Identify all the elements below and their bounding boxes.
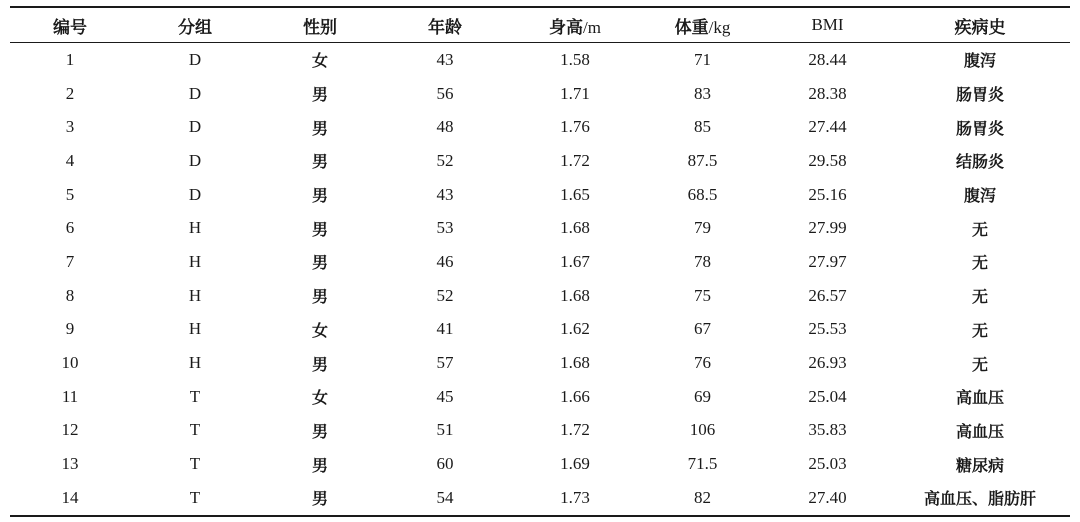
table-row <box>10 211 1070 245</box>
table-row <box>10 245 1070 279</box>
cell-bmi: 28.44 <box>808 49 847 69</box>
col-header-id: 编号 <box>10 7 130 43</box>
cell-id: 12 <box>61 420 79 440</box>
cell-age: 52 <box>436 285 454 305</box>
cell-height: 1.62 <box>560 319 590 339</box>
cell-weight: 68.5 <box>687 184 718 204</box>
cell-sex: 女 <box>311 51 328 71</box>
table-header <box>10 7 1070 43</box>
cell-bmi: 28.38 <box>808 83 847 103</box>
cell-bmi: 25.53 <box>808 319 847 339</box>
cell-sex: 女 <box>311 320 328 340</box>
cell-weight: 78 <box>694 251 711 271</box>
cell-weight: 106 <box>689 420 716 440</box>
patient-info-table <box>10 6 1070 517</box>
cell-sex: 男 <box>311 287 328 307</box>
cell-weight: 69 <box>694 386 711 406</box>
cell-height: 1.68 <box>560 218 590 238</box>
cell-id: 14 <box>10 481 130 516</box>
cell-history: 高血压 <box>955 421 1004 441</box>
cell-weight: 82 <box>640 481 765 516</box>
cell-group: D <box>188 83 202 103</box>
cell-height: 1.68 <box>560 285 590 305</box>
col-header-group: 分组 <box>130 7 260 43</box>
cell-sex: 男 <box>311 85 328 105</box>
cell-sex: 女 <box>311 388 328 408</box>
cell-height: 1.67 <box>560 251 590 271</box>
cell-bmi: 29.58 <box>808 150 847 170</box>
cell-group: T <box>189 454 201 474</box>
cell-weight: 87.5 <box>687 150 718 170</box>
cell-age: 46 <box>436 251 454 271</box>
cell-group: D <box>188 150 202 170</box>
cell-age: 57 <box>436 353 454 373</box>
col-header-history: 疾病史 <box>890 7 1070 43</box>
cell-sex: 男 <box>311 455 328 475</box>
cell-sex: 男 <box>311 421 328 441</box>
cell-sex: 男 <box>311 186 328 206</box>
cell-weight: 71.5 <box>687 454 718 474</box>
table-row <box>10 279 1070 313</box>
cell-history: 无 <box>971 354 988 374</box>
cell-group: T <box>189 386 201 406</box>
cell-group: H <box>188 319 202 339</box>
cell-history: 结肠炎 <box>955 152 1004 172</box>
cell-height: 1.71 <box>560 83 590 103</box>
cell-bmi: 27.97 <box>808 251 847 271</box>
cell-height: 1.58 <box>560 49 590 69</box>
cell-weight: 76 <box>694 353 711 373</box>
cell-group: T <box>130 481 260 516</box>
cell-bmi: 27.40 <box>765 481 890 516</box>
col-header-sex: 性别 <box>260 7 380 43</box>
cell-id: 9 <box>65 319 75 339</box>
cell-bmi: 25.16 <box>808 184 847 204</box>
cell-age: 41 <box>436 319 454 339</box>
cell-weight: 75 <box>694 285 711 305</box>
cell-height: 1.72 <box>560 420 590 440</box>
cell-bmi: 26.57 <box>808 285 847 305</box>
cell-height: 1.68 <box>560 353 590 373</box>
header-row <box>10 7 1070 43</box>
cell-height: 1.65 <box>560 184 590 204</box>
table-row <box>10 414 1070 448</box>
cell-id: 6 <box>65 218 75 238</box>
cell-bmi: 27.44 <box>808 117 847 137</box>
col-header-bmi: BMI <box>765 7 890 43</box>
cell-sex: 男 <box>311 354 328 374</box>
table-row <box>10 447 1070 481</box>
cell-id: 5 <box>65 184 75 204</box>
cell-age: 60 <box>436 454 454 474</box>
cell-height: 1.69 <box>560 454 590 474</box>
cell-bmi: 35.83 <box>808 420 847 440</box>
cell-sex: 男 <box>311 253 328 273</box>
col-header-weight: 体重/kg <box>640 7 765 43</box>
cell-height: 1.73 <box>510 481 640 516</box>
cell-bmi: 27.99 <box>808 218 847 238</box>
cell-age: 43 <box>436 49 454 69</box>
cell-height: 1.66 <box>560 386 590 406</box>
cell-height: 1.72 <box>560 150 590 170</box>
cell-weight: 79 <box>694 218 711 238</box>
cell-weight: 85 <box>694 117 711 137</box>
col-header-age: 年龄 <box>380 7 510 43</box>
cell-history: 肠胃炎 <box>955 85 1004 105</box>
table-row <box>10 380 1070 414</box>
height-unit: /m <box>583 17 601 37</box>
cell-history: 腹泻 <box>963 51 996 71</box>
cell-id: 7 <box>65 251 75 271</box>
cell-bmi: 25.03 <box>808 454 847 474</box>
cell-group: H <box>188 251 202 271</box>
cell-history: 高血压 <box>955 388 1004 408</box>
cell-history: 高血压、脂肪肝 <box>890 481 1070 516</box>
table-row <box>10 110 1070 144</box>
cell-id: 11 <box>61 386 79 406</box>
cell-sex: 男 <box>311 118 328 138</box>
cell-age: 53 <box>436 218 454 238</box>
cell-sex: 男 <box>311 152 328 172</box>
cell-id: 10 <box>61 353 79 373</box>
cell-id: 13 <box>61 454 79 474</box>
cell-weight: 71 <box>694 49 711 69</box>
cell-group: H <box>188 285 202 305</box>
cell-group: D <box>188 184 202 204</box>
table-row <box>10 313 1070 347</box>
table-row <box>10 144 1070 178</box>
table-row <box>10 77 1070 111</box>
cell-group: D <box>188 117 202 137</box>
cell-sex: 男 <box>260 481 380 516</box>
table-row <box>10 346 1070 380</box>
cell-history: 糖尿病 <box>955 455 1004 475</box>
weight-unit: /kg <box>708 17 731 37</box>
cell-id: 3 <box>65 117 75 137</box>
cell-history: 无 <box>971 320 988 340</box>
cell-id: 4 <box>65 150 75 170</box>
table-row <box>10 481 1070 516</box>
table-row <box>10 43 1070 77</box>
table-row <box>10 178 1070 212</box>
cell-age: 52 <box>436 150 454 170</box>
cell-group: D <box>188 49 202 69</box>
cell-bmi: 25.04 <box>808 386 847 406</box>
cell-age: 48 <box>436 117 454 137</box>
table-body <box>10 43 1070 516</box>
cell-age: 56 <box>436 83 454 103</box>
cell-weight: 83 <box>694 83 711 103</box>
cell-history: 腹泻 <box>963 186 996 206</box>
cell-id: 2 <box>65 83 75 103</box>
cell-group: H <box>188 353 202 373</box>
cell-age: 45 <box>436 386 454 406</box>
cell-height: 1.76 <box>560 117 590 137</box>
cell-group: H <box>188 218 202 238</box>
col-header-height: 身高/m <box>510 7 640 43</box>
cell-history: 无 <box>971 253 988 273</box>
cell-bmi: 26.93 <box>808 353 847 373</box>
cell-sex: 男 <box>311 219 328 239</box>
cell-id: 1 <box>65 49 75 69</box>
cell-group: T <box>189 420 201 440</box>
cell-age: 51 <box>436 420 454 440</box>
cell-age: 54 <box>380 481 510 516</box>
cell-age: 43 <box>436 184 454 204</box>
cell-history: 无 <box>971 219 988 239</box>
cell-history: 肠胃炎 <box>955 118 1004 138</box>
cell-weight: 67 <box>694 319 711 339</box>
cell-id: 8 <box>65 285 75 305</box>
cell-history: 无 <box>971 287 988 307</box>
